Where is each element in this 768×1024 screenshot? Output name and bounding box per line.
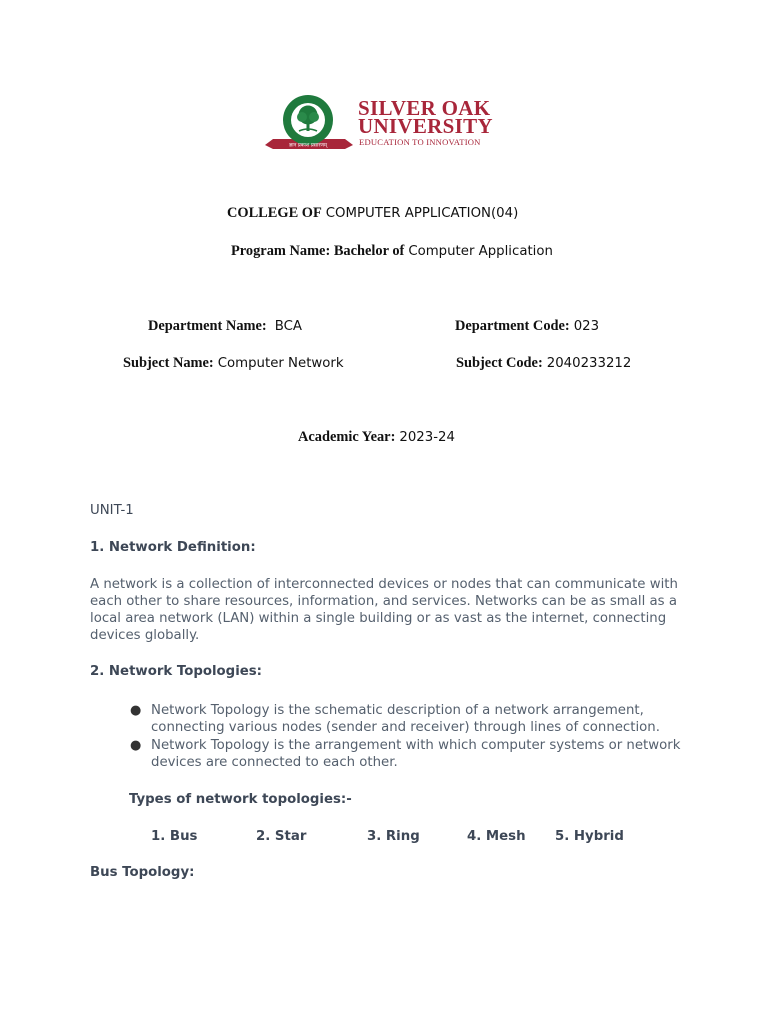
list-item <box>130 702 690 736</box>
topology-type-bus: 1. Bus <box>151 829 198 844</box>
subject-code-line <box>456 355 631 372</box>
college-line <box>227 205 518 222</box>
department-code-label: Department Code: <box>455 318 570 334</box>
university-logo <box>263 93 508 153</box>
topology-types-heading: Types of network topologies:- <box>129 792 352 807</box>
network-definition-paragraph: A network is a collection of interconnected devices or nodes that can communicate with each other to share resources, information, and services. Networks can be as small as a local area network (LAN) within a single building or as vast as the internet, connecting devices globally. <box>90 577 678 643</box>
section-heading-network-definition: 1. Network Definition: <box>90 540 256 555</box>
department-code-value: 023 <box>573 319 600 334</box>
list-item-text: Network Topology is the schematic description of a network arrangement, connecting various nodes (sender and receiver) through lines of connection. <box>151 703 660 735</box>
list-item <box>130 737 690 771</box>
subject-name-label: Subject Name: <box>123 355 214 371</box>
logo-title-line2: UNIVERSITY <box>358 114 493 138</box>
department-name-line <box>148 318 302 335</box>
bullet-icon: ● <box>130 703 142 718</box>
topology-type-star: 2. Star <box>256 829 307 844</box>
section-heading-network-topologies: 2. Network Topologies: <box>90 664 262 679</box>
program-value: Computer Application <box>408 244 553 259</box>
college-label: COLLEGE OF <box>227 205 322 221</box>
academic-year-label: Academic Year: <box>298 429 396 445</box>
topology-type-hybrid: 5. Hybrid <box>555 829 624 844</box>
subject-code-label: Subject Code: <box>456 355 543 371</box>
topology-type-mesh: 4. Mesh <box>467 829 526 844</box>
section-heading-bus-topology: Bus Topology: <box>90 865 195 880</box>
topology-type-ring: 3. Ring <box>367 829 420 844</box>
program-label: Program Name: Bachelor of <box>231 243 405 259</box>
university-seal-icon <box>263 93 355 153</box>
subject-name-line <box>123 355 344 372</box>
program-line <box>231 243 553 260</box>
department-code-line <box>455 318 599 335</box>
academic-year-line <box>298 429 455 446</box>
topology-bullet-list <box>130 702 690 772</box>
bullet-icon: ● <box>130 738 142 753</box>
subject-code-value: 2040233212 <box>546 356 632 371</box>
department-name-value: BCA <box>274 319 302 334</box>
logo-tagline: EDUCATION TO INNOVATION <box>359 137 481 147</box>
list-item-text: Network Topology is the arrangement with which computer systems or network devices are connected to each other. <box>151 738 681 770</box>
subject-name-value: Computer Network <box>217 356 344 371</box>
college-value: COMPUTER APPLICATION(04) <box>325 206 519 221</box>
unit-label: UNIT-1 <box>90 503 134 518</box>
logo-title-line1: SILVER OAK <box>358 96 491 120</box>
department-name-label: Department Name: <box>148 318 267 334</box>
svg-text:ज्ञान प्रकाश प्रसारणम्: ज्ञान प्रकाश प्रसारणम् <box>288 142 328 149</box>
academic-year-value: 2023-24 <box>399 430 455 445</box>
